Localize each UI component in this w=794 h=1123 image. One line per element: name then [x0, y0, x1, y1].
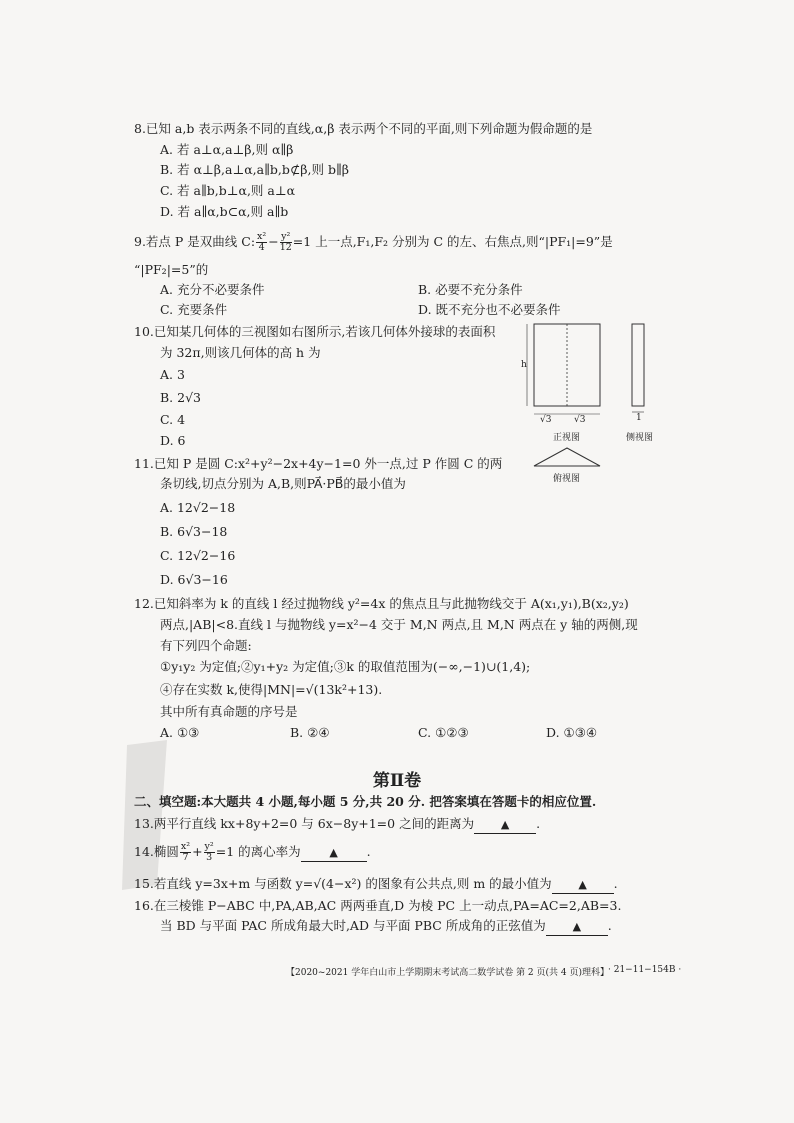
q16-text: 当 BD 与平面 PAC 所成角最大时,AD 与平面 PBC 所成角的正弦值为: [160, 918, 546, 933]
page-footer: 【2020~2021 学年白山市上学期期末考试高二数学试卷 第 2 页(共 4 页)理科】: [286, 968, 609, 978]
q11-option-c: C. 12√2−16: [160, 548, 236, 563]
q8-option-d: D. 若 a∥α,b⊂α,则 a∥b: [160, 204, 289, 219]
section-title: 第Ⅱ卷: [372, 771, 422, 791]
view-dim-2: √3: [574, 415, 586, 425]
q16-line2: 当 BD 与平面 PAC 所成角最大时,AD 与平面 PBC 所成角的正弦值为 ▲ .: [160, 918, 612, 936]
q14-stem: 14.椭圆 $\frac{\text{x²}}{7}$ + $\frac{\text{y²}}{3}$ =1 的离心率为 ▲ .: [134, 841, 371, 863]
q12-line3: 有下列四个命题:: [160, 638, 252, 653]
q8-option-a: A. 若 a⊥α,a⊥β,则 α∥β: [160, 142, 294, 157]
q14-answer-blank: ▲: [301, 844, 367, 862]
q15-answer-blank: ▲: [552, 876, 614, 894]
q11-line1: 11.已知 P 是圆 C:x²+y²−2x+4y−1=0 外一点,过 P 作圆 C 的两: [134, 456, 503, 471]
q10-option-b: B. 2√3: [160, 390, 202, 405]
q12-option-c: C. ①②③: [418, 725, 469, 740]
q10-line2: 为 32π,则该几何体的高 h 为: [160, 345, 321, 360]
q11-line2: 条切线,切点分别为 A,B,则PA⃗·PB⃗的最小值为: [160, 476, 406, 491]
q11-option-a: A. 12√2−18: [160, 500, 236, 515]
q10-option-d: D. 6: [160, 433, 186, 448]
q16-answer-blank: ▲: [546, 918, 608, 936]
q13-answer-blank: ▲: [474, 816, 536, 834]
q9-option-c: C. 充要条件: [160, 302, 228, 317]
q12-line2: 两点,|AB|<8.直线 l 与抛物线 y=x²−4 交于 M,N 两点,且 M,N 两点在 y 轴的两侧,现: [160, 617, 638, 632]
view-height-label: h: [521, 360, 527, 370]
page-code: · 21−11−154B ·: [608, 965, 682, 975]
q14-frac-2: $\frac{\text{y²}}{3}$: [204, 841, 214, 863]
q9-post: =1 上一点,F₁,F₂ 分别为 C 的左、右焦点,则“|PF₁|=9”是: [292, 234, 613, 249]
q9-minus: −: [268, 234, 279, 249]
view-dim-3: 1: [636, 413, 642, 423]
q9-option-d: D. 既不充分也不必要条件: [418, 302, 561, 317]
watermark-mark: [112, 735, 182, 895]
q15-stem: 15.若直线 y=3x+m 与函数 y=√(4−x²) 的图象有公共点,则 m 的最小值为 ▲ .: [134, 876, 618, 894]
q10-line1: 10.已知某几何体的三视图如右图所示,若该几何体外接球的表面积: [134, 324, 496, 339]
q12-line1: 12.已知斜率为 k 的直线 l 经过抛物线 y²=4x 的焦点且与此抛物线交于 A(x₁,y₁),B(x₂,y₂): [134, 596, 629, 611]
q15-text: 15.若直线 y=3x+m 与函数 y=√(4−x²) 的图象有公共点,则 m 的最小值为: [134, 876, 552, 891]
q10-option-a: A. 3: [160, 367, 185, 382]
q8-option-b: B. 若 α⊥β,a⊥α,a∥b,b⊄β,则 b∥β: [160, 162, 349, 177]
view-dim-1: √3: [540, 415, 552, 425]
q10-option-c: C. 4: [160, 412, 186, 427]
front-view-label: 正视图: [553, 433, 581, 443]
three-view-diagram: [520, 318, 670, 493]
q12-option-d: D. ①③④: [546, 725, 598, 740]
q8-option-c: C. 若 a∥b,b⊥α,则 a⊥α: [160, 183, 296, 198]
q12-line6: 其中所有真命题的序号是: [160, 704, 298, 719]
q11-option-b: B. 6√3−18: [160, 524, 228, 539]
q14-frac-1: $\frac{\text{x²}}{7}$: [180, 841, 191, 863]
q12-option-a: A. ①③: [160, 725, 200, 740]
q12-line4: ①y₁y₂ 为定值;②y₁+y₂ 为定值;③k 的取值范围为(−∞,−1)∪(1,4);: [160, 659, 531, 674]
q9-frac-1: $\frac{\text{x²}}{4}$: [257, 231, 267, 253]
q12-option-b: B. ②④: [290, 725, 330, 740]
q11-option-d: D. 6√3−16: [160, 572, 228, 587]
q9-option-a: A. 充分不必要条件: [160, 282, 265, 297]
q9-frac-2: $\frac{\text{y²}}{12}$: [279, 231, 292, 253]
q9-pre: 9.若点 P 是双曲线 C:: [134, 234, 256, 249]
q14-pre: 14.椭圆: [134, 844, 179, 859]
q14-post: =1 的离心率为: [215, 844, 301, 859]
q13-stem: 13.两平行直线 kx+8y+2=0 与 6x−8y+1=0 之间的距离为 ▲ .: [134, 816, 540, 834]
top-view-label: 俯视图: [553, 474, 581, 484]
q12-line5: ④存在实数 k,使得|MN|=√(13k²+13).: [160, 682, 383, 697]
q9-stem: [134, 232, 613, 253]
q16-line1: 16.在三棱锥 P−ABC 中,PA,AB,AC 两两垂直,D 为棱 PC 上一动点,PA=AC=2,AB=3.: [134, 898, 622, 913]
q8-stem: 8.已知 a,b 表示两条不同的直线,α,β 表示两个不同的平面,则下列命题为假命题的是: [134, 121, 593, 136]
q9-option-b: B. 必要不充分条件: [418, 282, 523, 297]
q13-text: 13.两平行直线 kx+8y+2=0 与 6x−8y+1=0 之间的距离为: [134, 816, 475, 831]
section-instructions: 二、填空题:本大题共 4 小题,每小题 5 分,共 20 分. 把答案填在答题卡的相应位置.: [134, 794, 597, 809]
side-view-label: 侧视图: [626, 433, 654, 443]
three-view-svg: [520, 318, 670, 493]
q9-line2: “|PF₂|=5”的: [134, 262, 209, 277]
